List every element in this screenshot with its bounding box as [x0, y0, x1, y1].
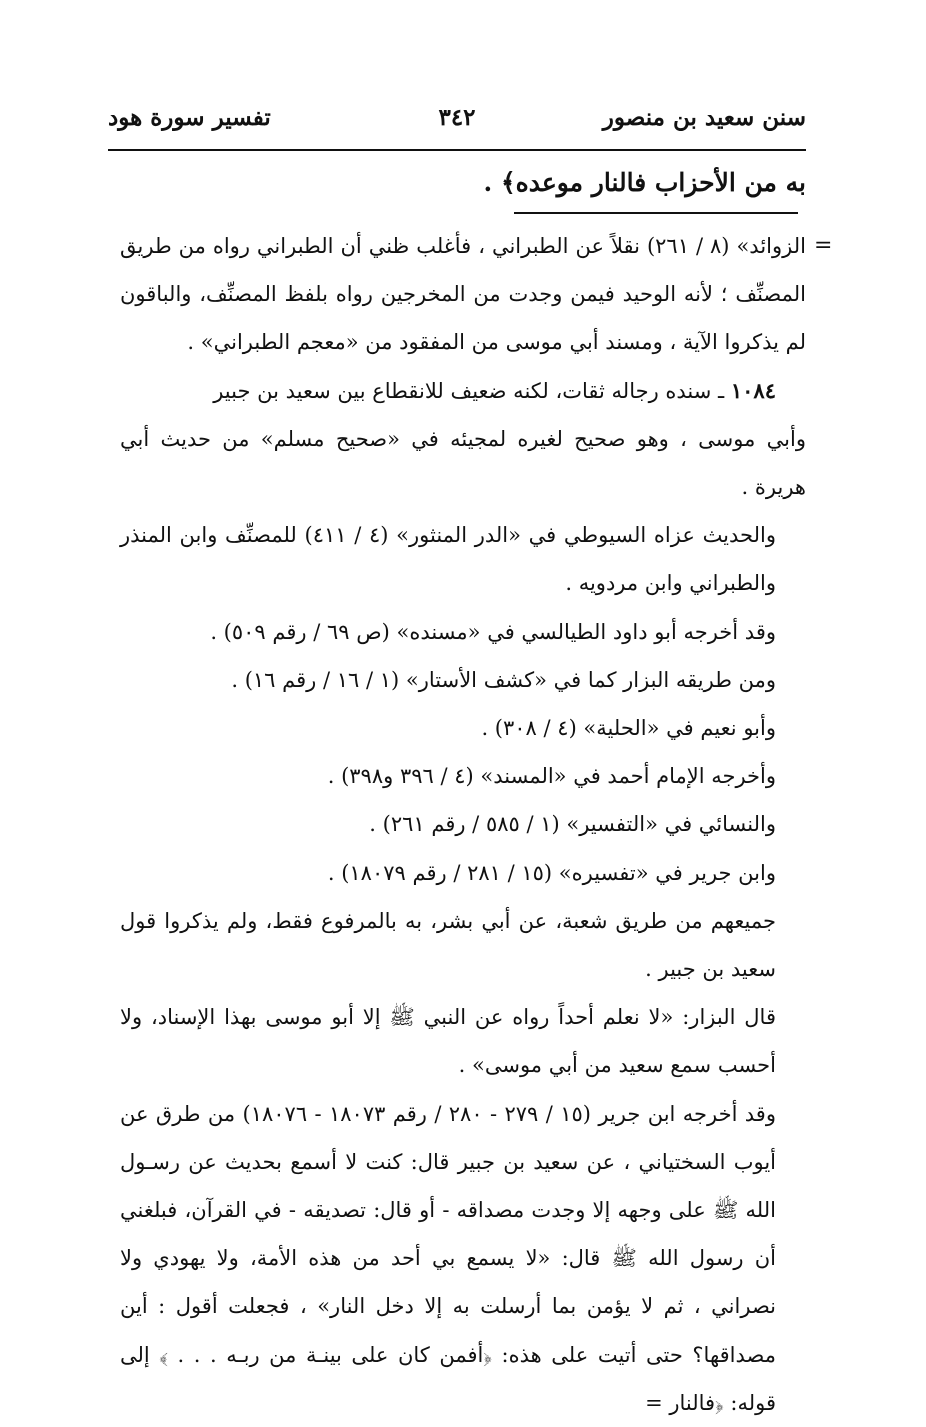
- footnote-paragraph: وقد أخرجه أبو داود الطيالسي في «مسنده» (ص ٦٩ / رقم ٥٠٩) .: [210, 619, 776, 644]
- footnotes-block: [120, 222, 806, 1427]
- footnote-paragraph: [120, 1090, 806, 1427]
- footnote-paragraph: قال البزار: «لا نعلم أحداً رواه عن النبي ﷺ إلا أبو موسى بهذا الإسناد، ولا أحسب سمع سعيد من أبي موسى» .: [120, 1005, 776, 1078]
- footnote-paragraph: وأبو نعيم في «الحلية» (٤ / ٣٠٨) .: [481, 716, 776, 741]
- book-title: سنن سعيد بن منصور: [602, 104, 806, 131]
- footnote-text: سنده رجاله ثقات، لكنه ضعيف للانقطاع بين سعيد بن جبير: [213, 378, 712, 403]
- footnote-paragraph: الزوائد» (٨ / ٢٦١) نقلاً عن الطبراني ، فأغلب ظني أن الطبراني رواه من طريق المصنِّف ؛ لأنه الوحيد فيمن وجدت من المخرجين رواه بلفظ المصنِّف، والباقون لم يذكروا الآية ، ومسند أبي موسى من المفقود من «معجم الطبراني» .: [120, 234, 806, 355]
- footnote-number: ١٠٨٤: [730, 377, 776, 403]
- header-rule: [108, 149, 806, 151]
- footnote-paragraph: والنسائي في «التفسير» (١ / ٥٨٥ / رقم ٢٦١) .: [369, 812, 776, 837]
- continuation-marker: =: [814, 233, 833, 258]
- footnote-paragraph: جميعهم من طريق شعبة، عن أبي بشر، به بالمرفوع فقط، ولم يذكروا قول سعيد بن جبير .: [120, 908, 776, 982]
- numbered-footnote: [120, 367, 806, 415]
- chapter-title: تفسير سورة هود: [108, 104, 271, 131]
- footnote-dash: ـ: [711, 378, 731, 403]
- footnote-paragraph: ومن طريقه البزار كما في «كشف الأستار» (١ / ١٦ / رقم ١٦) .: [231, 667, 776, 692]
- page-number: ٣٤٢: [438, 104, 476, 131]
- footnote-paragraph: وأبي موسى ، وهو صحيح لغيره لمجيئه في «صحيح مسلم» من حديث أبي هريرة .: [120, 426, 806, 500]
- footnote-paragraph-text: وقد أخرجه ابن جرير (١٥ / ٢٧٩ - ٢٨٠ / رقم ١٨٠٧٣ - ١٨٠٧٦) من طرق عن أيوب السختياني ، عن سعيد بن جبير قال: كنت لا أسمع بحديث عن رسـول الله ﷺ على وجهه إلا وجدت مصداقه - أو قال: تصديقه - في القرآن، فبلغني أن رسول الله ﷺ قال: «لا يسمع بي أحد من هذه الأمة، ولا يهودي ولا نصراني ، ثم لا يؤمن بما أرسلت به إلا دخل النار» ، فجعلت أقول : أين مصداقها؟ حتى أتيت على هذه: ﴿أفمن كان على بينـة من ربـه . . . ﴾ إلى قوله: ﴿فالنار: [120, 1101, 776, 1415]
- running-header: [108, 104, 806, 144]
- footnote-paragraph: وأخرجه الإمام أحمد في «المسند» (٤ / ٣٩٦ و٣٩٨) .: [327, 764, 776, 789]
- verse-line: به من الأحزاب فالنار موعده﴾ .: [483, 168, 806, 197]
- end-continuation-marker: =: [645, 1390, 663, 1415]
- footnote-paragraph: وابن جرير في «تفسيره» (١٥ / ٢٨١ / رقم ١٨٠٧٩) .: [327, 860, 776, 885]
- footnote-paragraph: والحديث عزاه السيوطي في «الدر المنثور» (٤ / ٤١١) للمصنِّف وابن المنذر والطبراني وابن مردويه .: [120, 523, 776, 596]
- footnote-separator: [514, 212, 798, 214]
